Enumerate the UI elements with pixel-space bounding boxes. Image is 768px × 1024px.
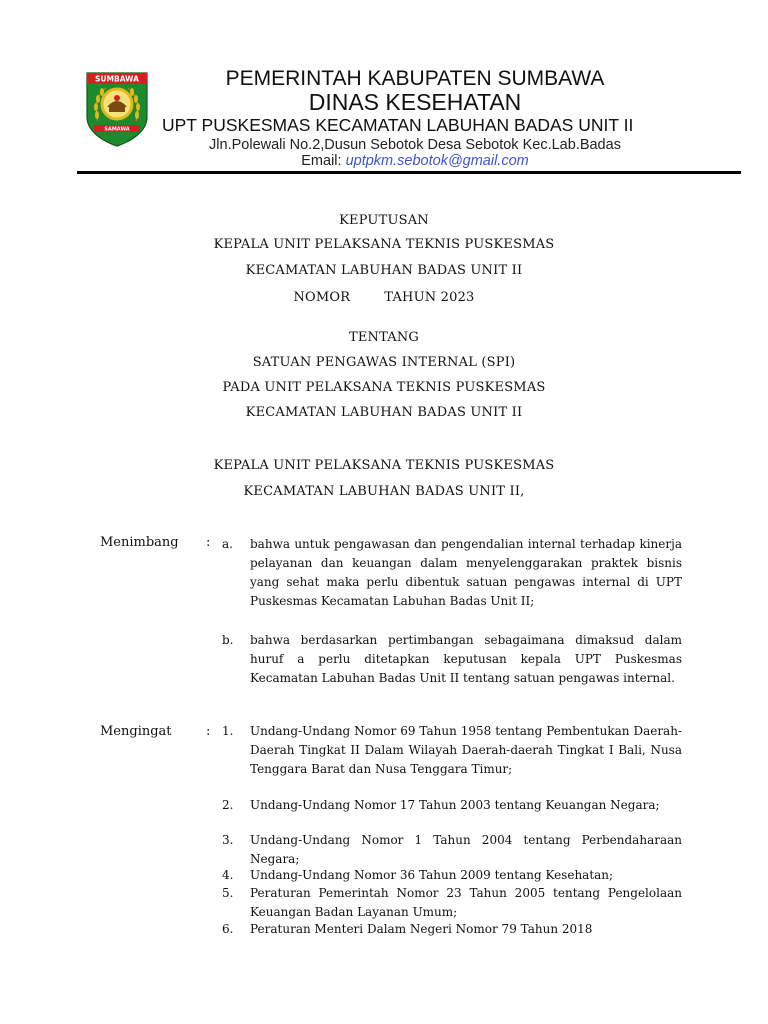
decree-number-line: [0, 290, 768, 305]
item-marker: a.: [222, 537, 233, 551]
mengingat-item-4: [222, 866, 682, 885]
letterhead-unit: UPT PUSKESMAS KECAMATAN LABUHAN BADAS UNIT II: [162, 115, 634, 135]
sumbawa-regency-logo: [84, 71, 150, 147]
decree-authority-line2: KECAMATAN LABUHAN BADAS UNIT II: [245, 263, 523, 278]
issuer-line2: KECAMATAN LABUHAN BADAS UNIT II,: [243, 484, 525, 499]
item-marker: 5.: [222, 886, 234, 900]
mengingat-item-1: [222, 722, 682, 779]
subject-heading: TENTANG: [348, 330, 420, 345]
item-marker: b.: [222, 633, 234, 647]
item-text: Undang-Undang Nomor 17 Tahun 2003 tentang Keuangan Negara;: [250, 798, 660, 812]
svg-text:SAMAWA: SAMAWA: [104, 126, 130, 133]
svg-text:SUMBAWA: SUMBAWA: [95, 74, 139, 84]
subject-line2: PADA UNIT PELAKSANA TEKNIS PUSKESMAS: [222, 380, 546, 395]
mengingat-label: Mengingat: [100, 724, 172, 739]
item-marker: 3.: [222, 833, 234, 847]
item-text: Peraturan Pemerintah Nomor 23 Tahun 2005 tentang Pengelolaan Keuangan Badan Layanan Umum;: [250, 886, 682, 919]
letterhead-government: PEMERINTAH KABUPATEN SUMBAWA: [225, 67, 605, 90]
subject-line1: SATUAN PENGAWAS INTERNAL (SPI): [252, 355, 516, 370]
email-label: Email:: [301, 153, 342, 169]
mengingat-item-3: [222, 831, 682, 869]
menimbang-item-a: [222, 535, 682, 611]
decree-year: TAHUN 2023: [384, 290, 475, 305]
decree-authority-line1: KEPALA UNIT PELAKSANA TEKNIS PUSKESMAS: [213, 237, 555, 252]
letterhead-email-line: [150, 153, 680, 169]
item-text: Undang-Undang Nomor 1 Tahun 2004 tentang Perbendaharaan Negara;: [250, 833, 682, 866]
menimbang-item-b: [222, 631, 682, 688]
letterhead-department: DINAS KESEHATAN: [308, 89, 522, 115]
item-marker: 2.: [222, 798, 234, 812]
email-link[interactable]: uptpkm.sebotok@gmail.com: [345, 153, 529, 169]
issuer-line1: KEPALA UNIT PELAKSANA TEKNIS PUSKESMAS: [213, 458, 555, 473]
item-marker: 6.: [222, 922, 234, 936]
subject-line3: KECAMATAN LABUHAN BADAS UNIT II: [245, 405, 523, 420]
letterhead-divider: [77, 171, 741, 174]
item-marker: 1.: [222, 724, 234, 738]
mengingat-item-6: [222, 920, 682, 939]
mengingat-colon: :: [206, 724, 211, 739]
letterhead-address: Jln.Polewali No.2,Dusun Sebotok Desa Sebotok Kec.Lab.Badas: [209, 137, 621, 153]
mengingat-item-2: [222, 796, 682, 815]
menimbang-label: Menimbang: [100, 535, 179, 550]
menimbang-colon: :: [206, 535, 211, 550]
item-text: Undang-Undang Nomor 36 Tahun 2009 tentang Kesehatan;: [250, 868, 614, 882]
decree-heading: KEPUTUSAN: [339, 213, 429, 228]
mengingat-item-5: [222, 884, 682, 922]
item-text: bahwa berdasarkan pertimbangan sebagaimana dimaksud dalam huruf a perlu ditetapkan keputusan kepala UPT Puskesmas Kecamatan Labuhan Badas Unit II tentang satuan pengawas internal.: [250, 633, 682, 685]
item-marker: 4.: [222, 868, 234, 882]
item-text: bahwa untuk pengawasan dan pengendalian internal terhadap kinerja pelayanan dan keuangan dalam menyelenggarakan praktek bisnis yang sehat maka perlu dibentuk satuan pengawas internal di UPT Puskesmas Kecamatan Labuhan Badas Unit II;: [250, 537, 682, 608]
decree-number-label: NOMOR: [293, 290, 351, 305]
item-text: Undang-Undang Nomor 69 Tahun 1958 tentang Pembentukan Daerah-Daerah Tingkat II Dalam Wilayah Daerah-daerah Tingkat I Bali, Nusa Tenggara Barat dan Nusa Tenggara Timur;: [250, 724, 682, 776]
item-text: Peraturan Menteri Dalam Negeri Nomor 79 Tahun 2018: [250, 922, 593, 936]
